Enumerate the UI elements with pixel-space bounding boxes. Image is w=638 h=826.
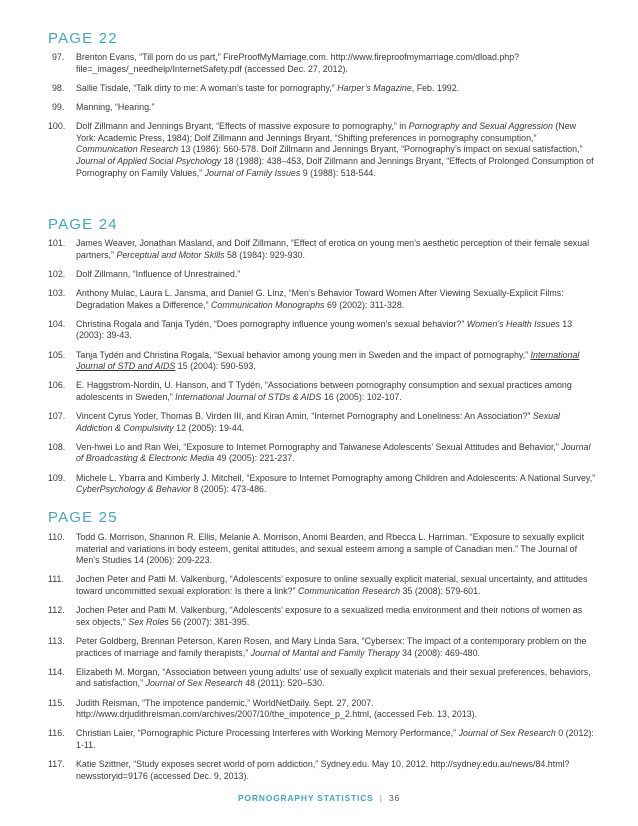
reference-text	[76, 350, 579, 372]
reference-text	[76, 238, 589, 260]
reference-number: 103.	[48, 287, 66, 298]
section-heading-page-24: PAGE 24	[48, 216, 118, 233]
reference-source-title: International Journal of STDs & AIDS	[175, 391, 322, 402]
reference-text-segment: Christian Laier, “Pornographic Picture Processing Interferes with Working Memory Performance,”	[76, 728, 459, 739]
reference-text-segment: , Feb. 1992.	[411, 82, 460, 93]
reference-item	[48, 380, 596, 403]
reference-text	[76, 121, 594, 177]
reference-source-title: International Journal of STD and AIDS	[76, 349, 580, 372]
page-number: 36	[388, 793, 401, 803]
reference-text-segment: 69 (2002): 311-328.	[324, 299, 405, 310]
reference-text-segment: (New York: Academic Press, 1984); Dolf Zillmann and Jennings Bryant, “Shifting preferences in pornography consumption,”	[76, 121, 577, 143]
reference-number: 110.	[48, 532, 65, 542]
reference-item	[48, 442, 596, 465]
reference-number: 97.	[52, 52, 65, 62]
page-footer	[0, 793, 638, 803]
reference-text-segment: Vincent Cyrus Yoder, Thomas B. Virden III, and Kiran Amin, “Internet Pornography and Loneliness: An Association?”	[76, 411, 533, 422]
reference-text	[76, 102, 154, 112]
reference-text-segment: Katie Szittner, “Study exposes secret world of porn addiction,” Sydney.edu. May 10, 2012. http://sydney.edu.au/news/84.html?newsstoryid=9176 (accessed Dec. 9, 2013).	[76, 759, 570, 781]
reference-text-segment: Manning, “Hearing.”	[76, 101, 155, 112]
reference-number: 111.	[48, 574, 64, 585]
reference-text-segment: Christina Rogala and Tanja Tydén, “Does pornography influence young women’s sexual behavior?”	[76, 318, 467, 329]
reference-item	[48, 52, 596, 75]
reference-text	[76, 698, 477, 720]
reference-text	[76, 636, 586, 658]
reference-item	[48, 759, 596, 782]
reference-text	[76, 411, 560, 433]
reference-number: 99.	[52, 101, 65, 112]
reference-text-segment: 0 (2012): 1-11.	[76, 728, 594, 750]
reference-source-title: Harper’s Magazine	[337, 82, 412, 93]
reference-text-segment: Todd G. Morrison, Shannon R. Ellis, Melanie A. Morrison, Anomi Bearden, and Rbecca L. Harriman. “Exposure to sexually explicit material and variations in body esteem, genital attitudes, and sexual esteem among a sample of Canadian men.” The Journal of Men’s Studies 14 (2006): 209-223.	[76, 532, 585, 566]
reference-text-segment: 34 (2008): 469-480.	[399, 647, 481, 658]
reference-text	[76, 52, 519, 74]
reference-source-title: CyberPsychology & Behavior	[76, 484, 191, 495]
reference-item	[48, 350, 596, 373]
reference-text-segment: 49 (2005): 221-237.	[214, 453, 295, 464]
reference-number: 108.	[48, 441, 66, 452]
reference-text	[76, 83, 459, 93]
reference-source-title: Journal of Sex Research	[458, 728, 556, 739]
reference-number: 100.	[48, 121, 66, 132]
section-heading-page-25: PAGE 25	[48, 509, 118, 526]
reference-source-title: Journal of Broadcasting & Electronic Media	[76, 441, 591, 464]
reference-text-segment: 56 (2007): 381-395.	[168, 616, 250, 627]
reference-source-title: Journal of Family Issues	[204, 167, 301, 178]
reference-item	[48, 473, 596, 496]
reference-item	[48, 288, 596, 311]
reference-text-segment: Brenton Evans, “Till porn do us part,” FireProofMyMarriage.com. http://www.fireproofmymarriage.com/dload.php?file=_images/_needhelp/InternetSafety.pdf (accessed Dec. 27, 2012).	[76, 52, 520, 74]
reference-text-segment: Sallie Tisdale, “Talk dirty to me: A woman’s taste for pornography,”	[76, 82, 338, 93]
reference-text-segment: 13 (2003): 39-43.	[76, 318, 573, 341]
reference-number: 116.	[48, 728, 65, 739]
reference-number: 112.	[48, 605, 65, 616]
reference-source-title: Pornography and Sexual Aggression	[408, 121, 553, 132]
reference-source-title: Perceptual and Motor Skills	[116, 249, 225, 260]
reference-item	[48, 728, 596, 751]
footer-separator: |	[379, 793, 383, 803]
reference-text-segment: Tanja Tydén and Christina Rogala, “Sexual behavior among young men in Sweden and the impact of pornography,”	[76, 349, 531, 360]
reference-source-title: Journal of Marital and Family Therapy	[250, 647, 400, 658]
reference-list-page-24	[48, 238, 596, 503]
reference-number: 102.	[48, 268, 66, 279]
reference-number: 101.	[48, 238, 66, 248]
reference-source-title: Journal of Applied Social Psychology	[76, 155, 222, 166]
reference-text-segment: 48 (2011): 520–530.	[242, 678, 325, 689]
reference-text	[76, 759, 570, 781]
reference-text-segment: 13 (1986): 560-578. Dolf Zillmann and Jennings Bryant, “Pornography’s impact on sexual satisfaction,”	[178, 144, 583, 155]
reference-source-title: Communication Monographs	[211, 299, 325, 310]
reference-number: 105.	[48, 349, 66, 360]
reference-text-segment: E. Haggstrom-Nordin, U. Hanson, and T Tydén, “Associations between pornography consumption and sexual practices among adolescents in Sweden,”	[76, 380, 572, 402]
reference-list-page-22	[48, 52, 596, 187]
reference-source-title: Communication Research	[76, 144, 179, 155]
reference-item	[48, 319, 596, 342]
reference-number: 114.	[48, 666, 65, 677]
reference-source-title: Communication Research	[297, 585, 401, 596]
reference-item	[48, 102, 596, 114]
reference-text	[76, 442, 590, 464]
reference-number: 104.	[48, 318, 66, 329]
reference-text-segment: Elizabeth M. Morgan, “Association between young adults’ use of sexually explicit materials and their sexual preferences, behaviors, and satisfaction,”	[76, 666, 591, 689]
reference-number: 113.	[48, 635, 65, 646]
reference-text-segment: 58 (1984): 929-930.	[224, 249, 305, 260]
reference-text-segment: 16 (2005): 102-107.	[321, 391, 402, 402]
reference-source-title: Journal of Sex Research	[145, 678, 243, 689]
reference-item	[48, 532, 596, 567]
reference-number: 107.	[48, 411, 66, 422]
reference-item	[48, 411, 596, 434]
reference-text-segment: 12 (2005): 19-44.	[173, 422, 245, 433]
reference-number: 106.	[48, 380, 66, 391]
reference-text	[76, 605, 582, 627]
reference-item	[48, 121, 596, 179]
reference-item	[48, 269, 596, 281]
reference-text-segment: Dolf Zillmann and Jennings Bryant, “Effects of massive exposure to pornography,” in	[76, 121, 409, 132]
reference-text-segment: 9 (1988): 518-544.	[300, 167, 376, 178]
reference-text-segment: 18 (1988): 438–453, Dolf Zillmann and Jennings Bryant, “Effects of Prolonged Consumption of Pornography on Family Values,”	[76, 155, 594, 178]
reference-text	[76, 728, 594, 750]
reference-text	[76, 380, 572, 402]
reference-text	[76, 288, 564, 310]
reference-item	[48, 238, 596, 261]
reference-text	[76, 574, 587, 596]
reference-item	[48, 605, 596, 628]
reference-text	[76, 319, 572, 341]
reference-text-segment: Peter Goldberg, Brennan Peterson, Karen Rosen, and Mary Linda Sara, “Cybersex: The impact of a contemporary problem on the practices of marriage and family therapists,”	[76, 635, 587, 658]
reference-source-title: Women’s Health Issues	[466, 318, 560, 329]
reference-item	[48, 698, 596, 721]
reference-item	[48, 636, 596, 659]
reference-text-segment: Jochen Peter and Patti M. Valkenburg, “Adolescents’ exposure to a sexualized media environment and their notions of women as sex objects,”	[76, 605, 583, 627]
reference-text-segment: Michele L. Ybarra and Kimberly J. Mitchell, “Exposure to Internet Pornography among Children and Adolescents: A National Survey,”	[76, 472, 596, 483]
reference-text-segment: Ven-hwei Lo and Ran Wei, “Exposure to Internet Pornography and Taiwanese Adolescents’ Sexual Attitudes and Behavior,”	[76, 441, 562, 452]
reference-text-segment: 15 (2004): 590-593.	[175, 361, 256, 372]
reference-text	[76, 532, 584, 565]
reference-text-segment: James Weaver, Jonathan Masland, and Dolf Zillmann, “Effect of erotica on young men’s aesthetic perception of their female sexual partners,”	[76, 238, 590, 260]
reference-text	[76, 667, 591, 689]
reference-number: 109.	[48, 472, 66, 483]
reference-number: 117.	[48, 759, 65, 770]
reference-text-segment: Anthony Mulac, Laura L. Jansma, and Daniel G. Linz, “Men’s Behavior Toward Women After Viewing Sexually-Explicit Films: Degradation Makes a Difference,”	[76, 287, 564, 310]
reference-number: 115.	[48, 697, 65, 708]
reference-text	[76, 473, 595, 495]
reference-source-title: Sexual Addiction & Compulsivity	[76, 411, 560, 433]
reference-text-segment: Judith Reisman, “The impotence pandemic,” WorldNetDaily. Sept. 27, 2007. http://www.drjudithreisman.com/archives/2007/10/the_impotence_p_2.html, (accessed Feb. 13, 2013).	[76, 697, 478, 720]
reference-text-segment: 8 (2005): 473-486.	[190, 484, 267, 495]
footer-title: PORNOGRAPHY STATISTICS	[237, 793, 374, 803]
reference-text	[76, 269, 240, 279]
reference-source-title: Sex Roles	[128, 616, 169, 627]
reference-list-page-25	[48, 532, 596, 790]
reference-number: 98.	[52, 82, 65, 93]
reference-item	[48, 83, 596, 95]
reference-item	[48, 574, 596, 597]
reference-text-segment: Dolf Zillmann, “Influence of Unrestrained.”	[76, 268, 241, 279]
reference-text-segment: 35 (2008): 579-601.	[400, 585, 481, 596]
section-heading-page-22: PAGE 22	[48, 30, 118, 47]
reference-text-segment: Jochen Peter and Patti M. Valkenburg, “Adolescents’ exposure to online sexually explicit material, sexual uncertainty, and attitudes toward uncommitted sexual exploration: Is there a link?”	[76, 574, 588, 596]
reference-item	[48, 667, 596, 690]
